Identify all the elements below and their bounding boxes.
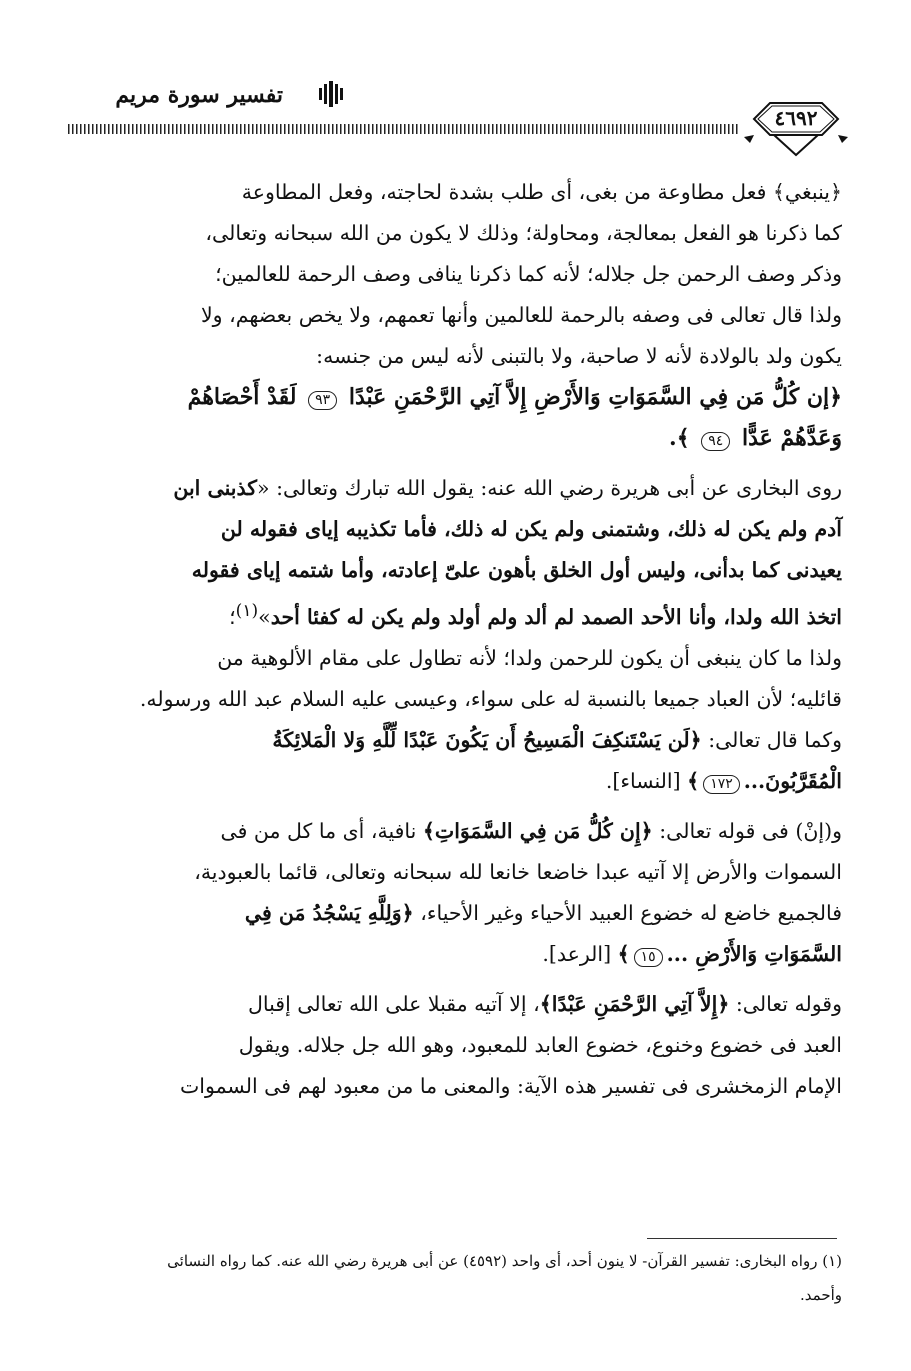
hadith-line: اتخذ الله ولدا، وأنا الأحد الصمد لم ألد ولم أولد ولم يكن له كفئا أحد»$^{(١)}$؛	[229, 601, 842, 629]
paragraph-line: ولذا قال تعالى فى وصفه بالرحمة للعالمين وأنها تعمهم، ولا يخص بعضهم، ولا	[200, 303, 842, 327]
ayah-number-marker: ١٧٢	[703, 775, 740, 794]
footnote-line: (١) رواه البخارى: تفسير القرآن- لا ينون أحد، أى واحد (٤٥٩٢) عن أبى هريرة رضي الله عنه. كما رواه النسائى	[167, 1252, 842, 1270]
paragraph-line: يكون ولد بالولادة لأنه لا صاحبة، ولا بالتبنى لأنه ليس من جنسه:	[316, 344, 842, 368]
paragraph-line: و(إنْ) فى قوله تعالى: ﴿إِن كُلُّ مَن فِي السَّمَوَاتِ﴾ نافية، أى ما كل من فى	[220, 818, 842, 843]
paragraph-line: العبد فى خضوع وخنوع، خضوع العابد للمعبود، وهو الله جل جلاله. ويقول	[238, 1032, 842, 1057]
paragraph-line: السموات والأرض إلا آتيه عبدا خاضعا خانعا لله سبحانه وتعالى، قائما بالعبودية،	[194, 859, 842, 884]
hadith-line: روى البخارى عن أبى هريرة رضي الله عنه: يقول الله تبارك وتعالى: «كذبنى ابن	[173, 476, 842, 500]
quran-verse-line: ﴿إن كُلُّ مَن فِي السَّمَوَاتِ وَالأَرْضِ إِلاَّ آتِي الرَّحْمَنِ عَبْدًا ٩٣ لَقَدْ أَحْصَاهُمْ	[187, 384, 842, 410]
paragraph-line: وقوله تعالى: ﴿إِلاَّ آتِي الرَّحْمَنِ عَبْدًا﴾، إلا آتيه مقبلا على الله تعالى إقبال	[247, 991, 842, 1016]
quran-verse-line: وَعَدَّهُمْ عَدًّا ٩٤ ﴾.	[669, 425, 842, 451]
page-body	[74, 172, 842, 1107]
paragraph-line: الْمُقَرَّبُونَ...١٧٢﴾ [النساء].	[605, 768, 842, 793]
paragraph-line: ﴿ينبغي﴾ فعل مطاوعة من بغى، أى طلب بشدة لحاجته، وفعل المطاوعة	[241, 180, 842, 204]
header-ornament-icon	[316, 80, 346, 108]
footnote-divider	[647, 1238, 837, 1239]
paragraph-line: وكما قال تعالى: ﴿لَن يَسْتَنكِفَ الْمَسِيحُ أَن يَكُونَ عَبْدًا لِّلَّهِ وَلا الْمَلائِكَةُ	[272, 727, 842, 752]
footnote	[74, 1244, 842, 1312]
paragraph-line: ولذا ما كان ينبغى أن يكون للرحمن ولدا؛ لأنه تطاول على مقام الألوهية من	[217, 645, 842, 670]
paragraph-line: فالجميع خاضع له خضوع العبيد الأحياء وغير الأحياء، ﴿وَلِلَّهِ يَسْجُدُ مَن فِي	[244, 900, 842, 925]
ayah-number-marker: ١٥	[634, 948, 663, 967]
paragraph-line: الإمام الزمخشرى فى تفسير هذه الآية: والمعنى ما من معبود لهم فى السموات	[180, 1073, 842, 1098]
page-number: ٤٦٩٢	[774, 106, 818, 130]
header-rule	[68, 124, 740, 134]
paragraph-line: قائليه؛ لأن العباد جميعا بالنسبة له على سواء، وعيسى عليه السلام عبد الله ورسوله.	[139, 686, 842, 711]
paragraph-line: كما ذكرنا هو الفعل بمعالجة، ومحاولة؛ وذلك لا يكون من الله سبحانه وتعالى،	[205, 221, 842, 245]
paragraph-line: وذكر وصف الرحمن جل جلاله؛ لأنه كما ذكرنا ينافى وصف الرحمة للعالمين؛	[215, 262, 842, 286]
footnote-reference: (١)	[235, 601, 259, 621]
ayah-number-marker: ٩٣	[308, 391, 337, 410]
ayah-number-marker: ٩٤	[701, 432, 730, 451]
paragraph-line: السَّمَوَاتِ وَالأَرْضِ ...١٥﴾ [الرعد].	[542, 941, 842, 966]
running-header-title: تفسير سورة مريم	[115, 82, 283, 108]
hadith-line: يعيدنى كما بدأنى، وليس أول الخلق بأهون علىّ إعادته، وأما شتمه إياى فقوله	[191, 558, 842, 582]
hadith-line: آدم ولم يكن له ذلك، وشتمنى ولم يكن له ذلك، فأما تكذيبه إياى فقوله لن	[220, 517, 842, 541]
footnote-line: وأحمد.	[800, 1286, 842, 1304]
